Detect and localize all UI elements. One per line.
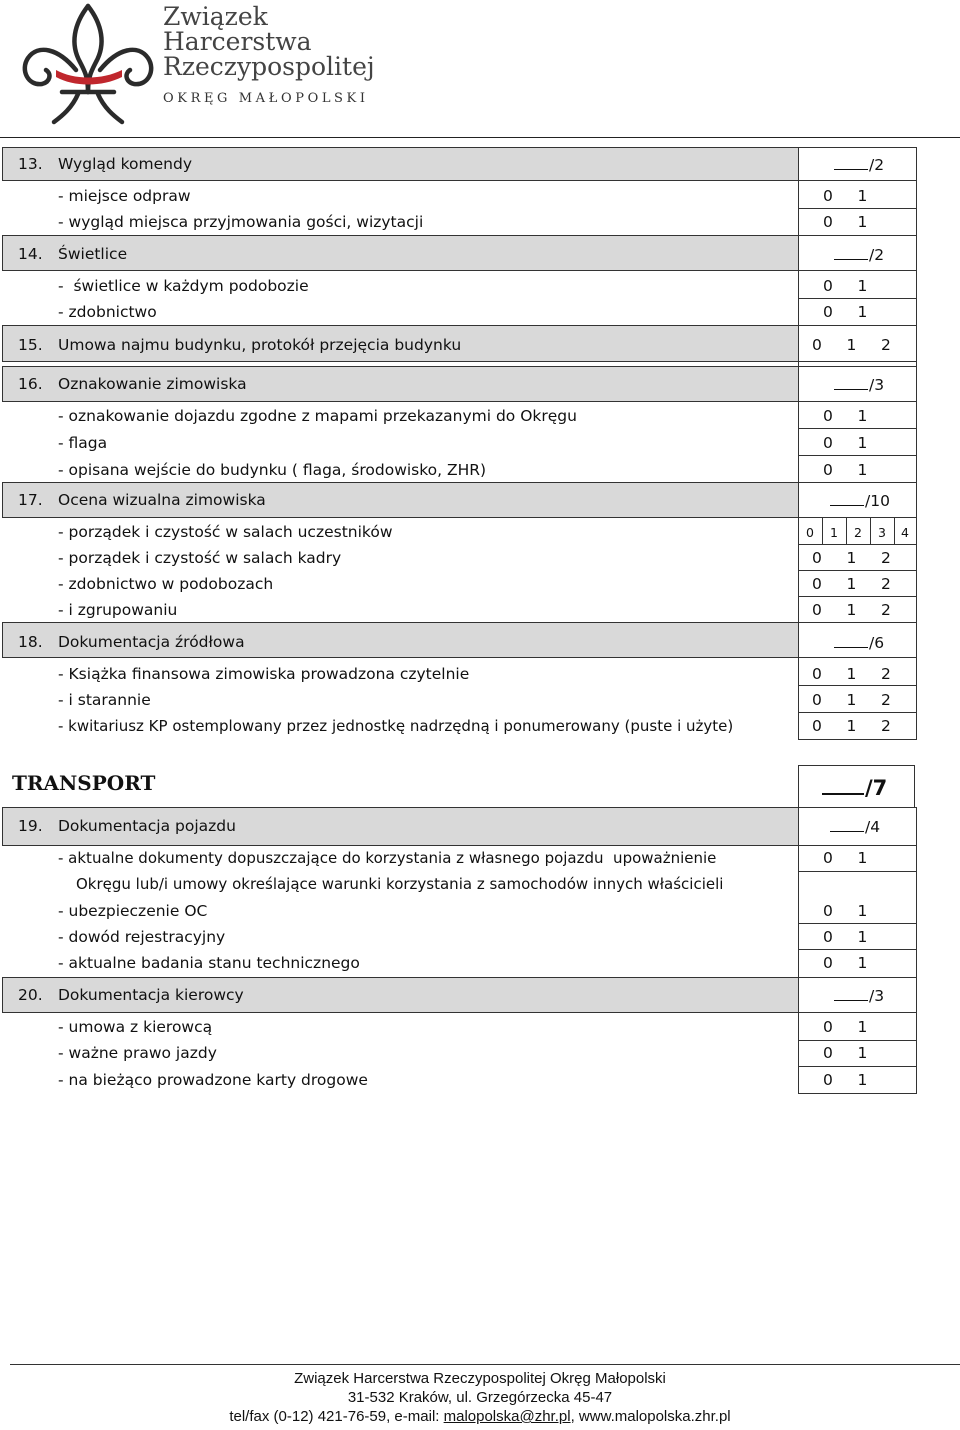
footer-address: 31-532 Kraków, ul. Grzegórzecka 45-47 (347, 1389, 613, 1406)
score-blank (834, 154, 868, 170)
section-19-score[interactable] (830, 816, 880, 837)
section-18-score[interactable] (834, 632, 884, 653)
item-19-4: - aktualne badania stanu technicznego (58, 954, 360, 972)
item-17-2-scale[interactable]: 0 1 2 (812, 549, 891, 567)
score-blank (830, 816, 864, 832)
item-17-4-scale[interactable]: 0 1 2 (812, 601, 891, 619)
section-14-score[interactable] (834, 244, 884, 265)
section-20-title: Dokumentacja kierowcy (58, 986, 244, 1004)
item-13-1-scale[interactable]: 0 1 (823, 187, 868, 205)
transport-heading: TRANSPORT (12, 771, 156, 795)
section-16-number: 16. (18, 375, 43, 393)
section-13-score[interactable] (834, 154, 884, 175)
item-17-3-scale[interactable]: 0 1 2 (812, 575, 891, 593)
item-20-2: - ważne prawo jazdy (58, 1044, 217, 1062)
section-14-score-max: /2 (869, 246, 885, 264)
section-13-score-max: /2 (869, 156, 885, 174)
section-18-title: Dokumentacja źródłowa (58, 633, 245, 651)
section-18-score-max: /6 (869, 634, 885, 652)
item-18-2-scale[interactable]: 0 1 2 (812, 691, 891, 709)
item-16-3: - opisana wejście do budynku ( flaga, środowisko, ZHR) (58, 461, 487, 479)
section-20-score[interactable] (834, 985, 884, 1006)
item-20-1: - umowa z kierowcą (58, 1018, 213, 1036)
section-15-title: Umowa najmu budynku, protokół przejęcia budynku (58, 336, 462, 354)
item-17-1-option-0[interactable]: 0 (806, 525, 814, 540)
section-17-number: 17. (18, 491, 43, 509)
org-line-2: Harcerstwa (163, 27, 312, 56)
header-divider (0, 137, 960, 138)
section-17-score[interactable] (830, 490, 890, 511)
score-blank (834, 374, 868, 390)
item-14-1: - świetlice w każdym podobozie (58, 277, 309, 295)
section-15-scale[interactable]: 0 1 2 (812, 336, 891, 354)
section-16-score-max: /3 (869, 376, 885, 394)
section-16-title: Oznakowanie zimowiska (58, 375, 247, 393)
footer-website: , www.malopolska.zhr.pl (570, 1408, 731, 1425)
score-blank (830, 490, 864, 506)
item-19-1: - aktualne dokumenty dopuszczające do korzystania z własnego pojazdu upoważnienie (58, 849, 717, 867)
item-19-2-scale[interactable]: 0 1 (823, 902, 868, 920)
item-18-1-scale[interactable]: 0 1 2 (812, 665, 891, 683)
section-17-score-max: /10 (865, 492, 890, 510)
item-16-3-scale[interactable]: 0 1 (823, 461, 868, 479)
section-13-title: Wygląd komendy (58, 155, 193, 173)
item-16-1-scale[interactable]: 0 1 (823, 407, 868, 425)
organization-name (163, 0, 463, 110)
transport-score[interactable] (822, 775, 887, 798)
score-blank (834, 244, 868, 260)
item-20-1-scale[interactable]: 0 1 (823, 1018, 868, 1036)
section-18-number: 18. (18, 633, 43, 651)
item-13-2: - wygląd miejsca przyjmowania gości, wizytacji (58, 213, 424, 231)
item-19-2: - ubezpieczenie OC (58, 902, 208, 920)
item-14-2: - zdobnictwo (58, 303, 157, 321)
section-13-number: 13. (18, 155, 43, 173)
footer-contact (0, 1408, 960, 1426)
item-16-2-scale[interactable]: 0 1 (823, 434, 868, 452)
item-18-3: - kwitariusz KP ostemplowany przez jednostkę nadrzędną i ponumerowany (puste i użyte) (58, 717, 734, 735)
item-20-3: - na bieżąco prowadzone karty drogowe (58, 1071, 368, 1089)
item-18-3-scale[interactable]: 0 1 2 (812, 717, 891, 735)
item-17-2: - porządek i czystość w salach kadry (58, 549, 342, 567)
item-17-1-option-3[interactable]: 3 (878, 525, 886, 540)
footer-divider (10, 1364, 960, 1365)
item-16-1: - oznakowanie dojazdu zgodne z mapami przekazanymi do Okręgu (58, 407, 577, 425)
item-19-3: - dowód rejestracyjny (58, 928, 226, 946)
org-line-3: Rzeczypospolitej (163, 52, 375, 81)
item-19-1-continuation: Okręgu lub/i umowy określające warunki korzystania z samochodów innych właścicieli (76, 875, 724, 893)
item-17-1-option-4[interactable]: 4 (901, 525, 909, 540)
transport-score-max: /7 (865, 776, 888, 800)
section-14-number: 14. (18, 245, 43, 263)
section-20-score-max: /3 (869, 987, 885, 1005)
section-19-score-max: /4 (865, 818, 881, 836)
section-19-title: Dokumentacja pojazdu (58, 817, 236, 835)
footer-email-link[interactable]: malopolska@zhr.pl (443, 1408, 571, 1425)
item-14-1-scale[interactable]: 0 1 (823, 277, 868, 295)
section-15-number: 15. (18, 336, 43, 354)
item-13-1: - miejsce odpraw (58, 187, 191, 205)
section-20-number: 20. (18, 986, 43, 1004)
footer-phone: tel/fax (0-12) 421-76-59, e-mail: (229, 1408, 444, 1425)
item-18-2: - i starannie (58, 691, 151, 709)
score-blank (834, 985, 868, 1001)
section-14-title: Świetlice (58, 245, 128, 263)
item-19-1-scale[interactable]: 0 1 (823, 849, 868, 867)
section-17-title: Ocena wizualna zimowiska (58, 491, 266, 509)
item-17-1-option-1[interactable]: 1 (830, 525, 838, 540)
item-17-1-option-2[interactable]: 2 (854, 525, 862, 540)
item-17-3: - zdobnictwo w podobozach (58, 575, 274, 593)
item-19-4-scale[interactable]: 0 1 (823, 954, 868, 972)
org-district: OKRĘG MAŁOPOLSKI (163, 91, 369, 106)
item-16-2: - flaga (58, 434, 108, 452)
footer-org-name: Związek Harcerstwa Rzeczypospolitej Okręg Małopolski (294, 1370, 666, 1387)
item-17-4: - i zgrupowaniu (58, 601, 178, 619)
item-14-2-scale[interactable]: 0 1 (823, 303, 868, 321)
section-19-number: 19. (18, 817, 43, 835)
zhr-fleur-de-lis-logo (18, 0, 158, 128)
item-20-3-scale[interactable]: 0 1 (823, 1071, 868, 1089)
item-17-1: - porządek i czystość w salach uczestników (58, 523, 393, 541)
item-20-2-scale[interactable]: 0 1 (823, 1044, 868, 1062)
item-18-1: - Książka finansowa zimowiska prowadzona czytelnie (58, 665, 470, 683)
score-blank (834, 632, 868, 648)
score-blank (822, 775, 864, 795)
section-16-score[interactable] (834, 374, 884, 395)
item-13-2-scale[interactable]: 0 1 (823, 213, 868, 231)
item-19-3-scale[interactable]: 0 1 (823, 928, 868, 946)
org-line-1: Związek (163, 2, 268, 31)
